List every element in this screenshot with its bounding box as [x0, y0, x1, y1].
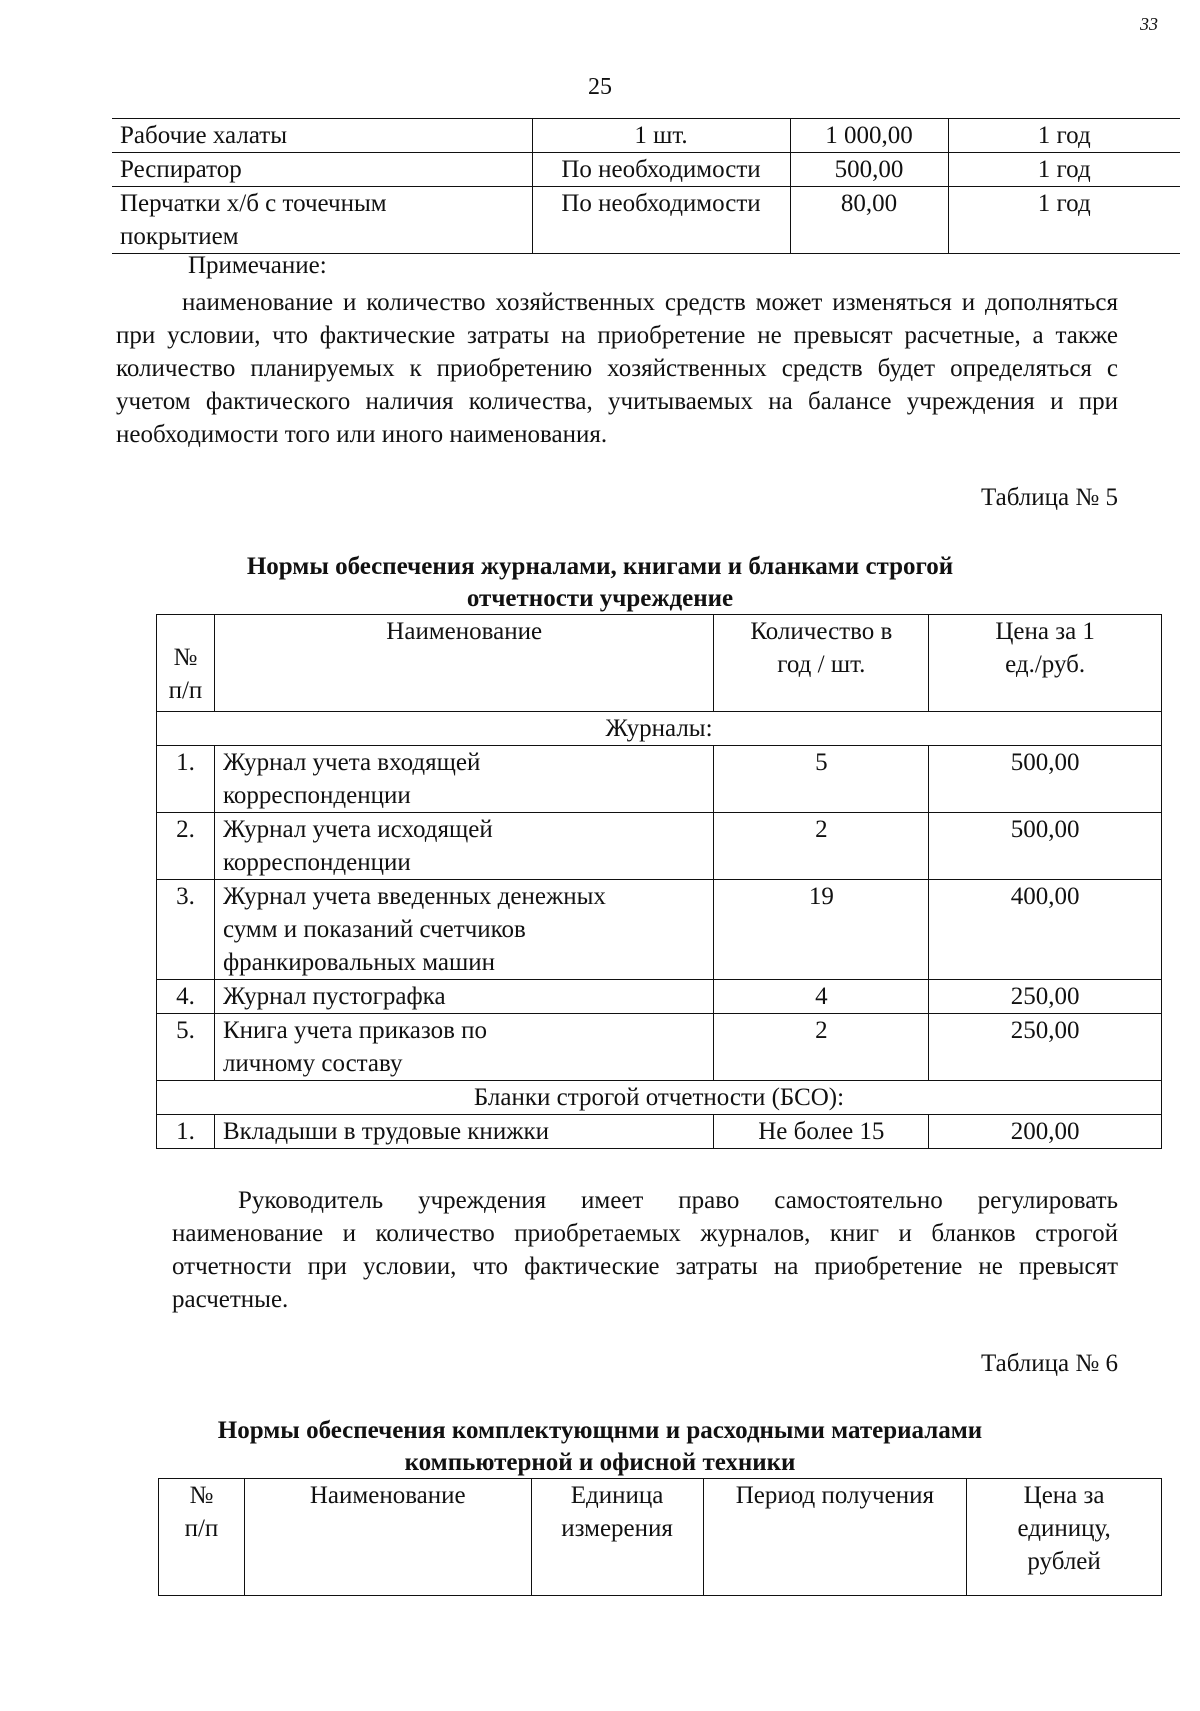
- table-cell-price: 400,00: [929, 880, 1162, 980]
- table-cell-num: 5.: [157, 1014, 215, 1081]
- table-cell-name: [214, 813, 713, 880]
- header-line: Цена за: [1023, 1482, 1105, 1509]
- table-cell-qty: 2: [714, 1014, 929, 1081]
- note-title: Примечание:: [188, 252, 327, 279]
- name-line: покрытием: [120, 223, 239, 250]
- header-line: единицу,: [1017, 1515, 1111, 1542]
- table-cell-num: 1.: [157, 1115, 215, 1149]
- note-text: наименование и количество хозяйственных средств может изменяться и дополняться при условии, что фактические затраты на приобретение не превысят расчетные, а также количество планируемых к приобретению хозяйственных средств будет определяться с учетом фактического наличия количества, учитываемых на балансе учреждения и при необходимости того или иного наименования.: [116, 289, 1118, 448]
- table-row: [112, 187, 1180, 254]
- page-number: 25: [588, 74, 612, 100]
- table-cell-name: [214, 880, 713, 980]
- table-cell-name: Журнал пустографка: [214, 980, 713, 1014]
- header-period: Период получения: [703, 1479, 967, 1596]
- table-cell-qty: По необходимости: [532, 153, 790, 187]
- section-title: Журналы:: [157, 712, 1162, 746]
- table-cell-qty: 5: [714, 746, 929, 813]
- table-cell-price: 250,00: [929, 980, 1162, 1014]
- name-line: Журнал учета исходящей: [222, 816, 493, 843]
- header-line: п/п: [184, 1515, 219, 1542]
- table-cell-qty: 1 шт.: [532, 119, 790, 153]
- header-line: год / шт.: [777, 651, 866, 678]
- table-cell-name: [112, 187, 532, 254]
- table-cell-name: [214, 1014, 713, 1081]
- table-cell-name: Респиратор: [112, 153, 532, 187]
- header-name: Наименование: [244, 1479, 531, 1596]
- table-cell-period: 1 год: [948, 119, 1180, 153]
- header-line: ед./руб.: [1005, 651, 1086, 678]
- table-cell-name: Вкладыши в трудовые книжки: [214, 1115, 713, 1149]
- table6-label: Таблица № 6: [980, 1350, 1118, 1377]
- header-price: [929, 615, 1162, 712]
- table-cell-num: 2.: [157, 813, 215, 880]
- table-cell-price: 500,00: [929, 813, 1162, 880]
- note-paragraph: [116, 286, 1118, 451]
- journals-table: [156, 614, 1162, 1149]
- header-line: измерения: [561, 1515, 673, 1542]
- table-cell-price: 500,00: [790, 153, 948, 187]
- table-cell-num: 4.: [157, 980, 215, 1014]
- table6-heading-line1: Нормы обеспечения комплектующнми и расходными материалами: [217, 1417, 983, 1444]
- table-row: [157, 980, 1162, 1014]
- table-header-row: [157, 615, 1162, 712]
- director-paragraph: [172, 1184, 1118, 1316]
- consumables-table: [158, 1478, 1162, 1596]
- name-line: корреспонденции: [222, 849, 411, 876]
- header-num: [159, 1479, 245, 1596]
- table-row: [157, 1115, 1162, 1149]
- name-line: личному составу: [222, 1050, 403, 1077]
- table-cell-period: 1 год: [948, 153, 1180, 187]
- name-line: корреспонденции: [222, 782, 411, 809]
- header-line: Единица: [570, 1482, 664, 1509]
- section-row-journals: [157, 712, 1162, 746]
- table-cell-price: 500,00: [929, 746, 1162, 813]
- continued-supplies-table: [112, 118, 1180, 254]
- table-cell-name: Рабочие халаты: [112, 119, 532, 153]
- director-text: Руководитель учреждения имеет право самостоятельно регулировать наименование и количество приобретаемых журналов, книг и бланков строгой отчетности при условии, что фактические затраты на приобретение не превысят расчетные.: [172, 1187, 1118, 1313]
- table-cell-qty: Не более 15: [714, 1115, 929, 1149]
- header-line: п/п: [168, 677, 203, 704]
- table-cell-num: 1.: [157, 746, 215, 813]
- section-row-bso: [157, 1081, 1162, 1115]
- table-cell-qty: 19: [714, 880, 929, 980]
- table5-heading-line1: Нормы обеспечения журналами, книгами и бланками строгой: [246, 553, 954, 580]
- name-line: Перчатки х/б с точечным: [120, 190, 387, 217]
- name-line: Книга учета приказов по: [222, 1017, 488, 1044]
- table-cell-name: [214, 746, 713, 813]
- header-num: [157, 615, 215, 712]
- table-row: [157, 1014, 1162, 1081]
- header-line: Цена за 1: [995, 618, 1095, 645]
- table-cell-period: 1 год: [948, 187, 1180, 254]
- header-line: №: [189, 1482, 214, 1509]
- header-name: Наименование: [214, 615, 713, 712]
- table-row: [112, 153, 1180, 187]
- table-row: [157, 880, 1162, 980]
- table-cell-price: 1 000,00: [790, 119, 948, 153]
- section-title: Бланки строгой отчетности (БСО):: [157, 1081, 1162, 1115]
- table-row: [157, 813, 1162, 880]
- table-header-row: [159, 1479, 1162, 1596]
- name-line: Журнал учета введенных денежных: [222, 883, 606, 910]
- table5-heading-line2: отчетности учреждение: [466, 585, 734, 612]
- header-line: рублей: [1027, 1548, 1101, 1575]
- table-cell-price: 250,00: [929, 1014, 1162, 1081]
- table-row: [112, 119, 1180, 153]
- name-line: Журнал учета входящей: [222, 749, 481, 776]
- table-cell-price: 80,00: [790, 187, 948, 254]
- header-unit: [531, 1479, 703, 1596]
- table-cell-price: 200,00: [929, 1115, 1162, 1149]
- header-line: №: [173, 644, 198, 671]
- name-line: франкировальных машин: [222, 949, 495, 976]
- table6-heading-line2: компьютерной и офисной техники: [404, 1449, 796, 1476]
- header-qty: [714, 615, 929, 712]
- table5-label: Таблица № 5: [980, 484, 1118, 511]
- table-cell-qty: 4: [714, 980, 929, 1014]
- corner-handwritten-mark: 33: [1140, 14, 1158, 34]
- header-price: [967, 1479, 1162, 1596]
- table-cell-num: 3.: [157, 880, 215, 980]
- name-line: сумм и показаний счетчиков: [222, 916, 526, 943]
- table-cell-qty: 2: [714, 813, 929, 880]
- table-row: [157, 746, 1162, 813]
- header-line: Количество в: [750, 618, 893, 645]
- table-cell-qty: По необходимости: [532, 187, 790, 254]
